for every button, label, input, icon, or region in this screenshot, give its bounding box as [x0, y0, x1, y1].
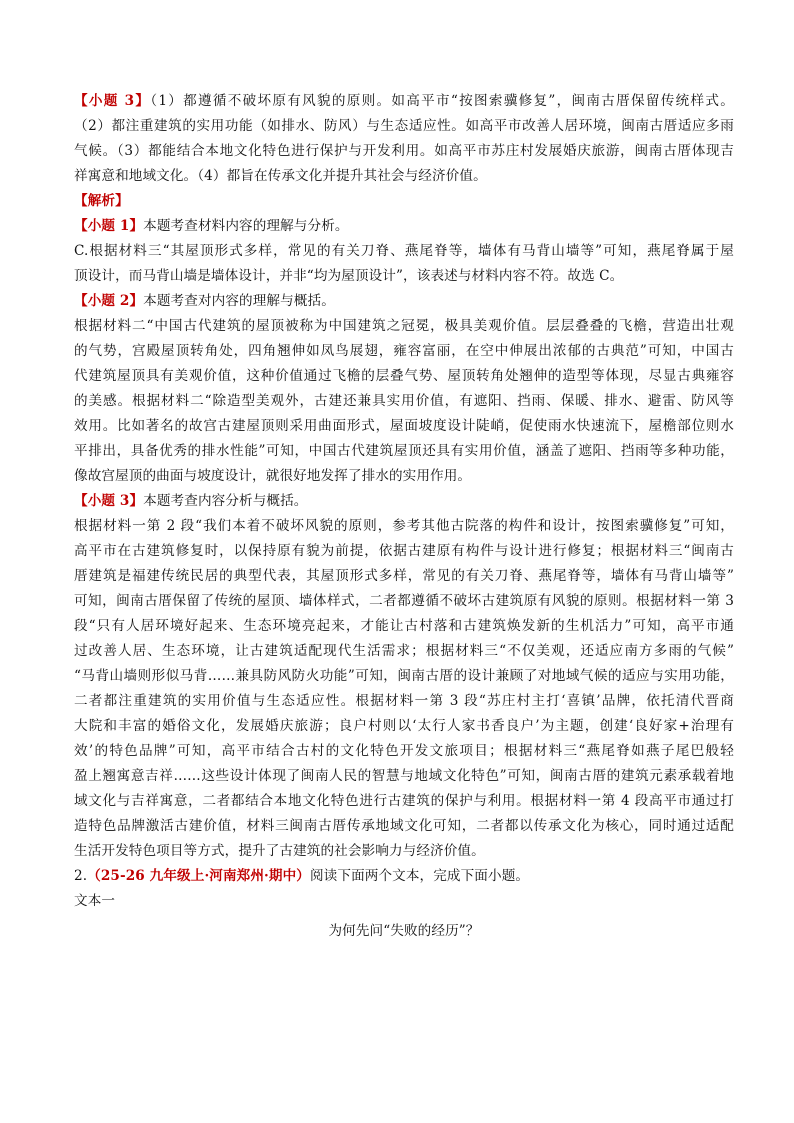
- article-title: 为何先问“失败的经历”？: [328, 923, 480, 939]
- q2-heading: 【小题 2】本题考查对内容的理解与概括。: [74, 293, 335, 309]
- q3-line-9: 大院和丰富的婚俗文化，发展婚庆旅游；良户村则以‘太行人家书香良户’为主题，创建‘良好家+治理有: [74, 718, 734, 734]
- q3-line-5: 段“只有人居环境好起来、生态环境亮起来，才能让古村落和古建筑焕发新的生机活力”可知，高平市通: [74, 618, 734, 634]
- q1-line-1: C.根据材料三“其屋顶形式多样，常见的有关刀脊、燕尾脊等，墙体有马背山墙等”可知，燕尾脊属于屋: [74, 243, 734, 259]
- q3-line-12: 域文化与吉祥寓意，二者都结合本地文化特色进行古建筑的保护与利用。根据材料一第 4 段高平市通过打: [74, 793, 734, 809]
- q3-line-4: 可知，闽南古厝保留了传统的屋顶、墙体样式，二者都遵循不破坏古建筑原有风貌的原则。根据材料一第 3: [74, 593, 734, 609]
- q3-line-2: 高平市在古建筑修复时，以保持原有貌为前提，依据古建原有构件与设计进行修复；根据材料三“闽南古: [74, 543, 734, 559]
- q2-line-4: 的美感。根据材料二“除造型美观外，古建还兼具实用价值，有遮阳、挡雨、保暖、排水、避雷、防风等: [74, 393, 734, 409]
- answer-line-2: （2）都注重建筑的实用功能（如排水、防风）与生态适应性。如高平市改善人居环境，闽南古厝适应多雨: [74, 118, 734, 134]
- q3-heading: 【小题 3】本题考查内容分析与概括。: [74, 493, 308, 509]
- q3-line-7: “马背山墙则形似马背……兼具防风防火功能”可知，闽南古厝的设计兼顾了对地域气候的适应与实用功能，: [74, 668, 734, 684]
- q3-line-11: 盈上翘寓意吉祥……这些设计体现了闽南人民的智慧与地域文化特色”可知，闽南古厝的建筑元素承载着地: [74, 768, 734, 784]
- q3-line-13: 造特色品牌激活古建价值，材料三闽南古厝传承地域文化可知，二者都以传承文化为核心，同时通过适配: [74, 818, 734, 834]
- q2-line-3: 代建筑屋顶具有美观价值，这种价值通过飞檐的层叠气势、屋顶转角处翘伸的造型等体现，尽显古典雍容: [74, 368, 734, 384]
- q3-line-14: 生活开发特色项目等方式，提升了古建筑的社会影响力与经济价值。: [74, 843, 485, 859]
- question-2-heading: 2.（25-26 九年级上·河南郑州·期中）阅读下面两个文本，完成下面小题。: [74, 868, 530, 884]
- q1-heading: 【小题 1】本题考查材料内容的理解与分析。: [74, 218, 349, 234]
- answer-line-3: 气候。（3）都能结合本地文化特色进行保护与开发利用。如高平市苏庄村发展婚庆旅游，闽南古厝体现吉: [74, 143, 734, 159]
- analysis-heading: 【解析】: [74, 193, 129, 209]
- q2-line-5: 效用。比如著名的故宫古建屋顶则采用曲面形式，屋面坡度设计陡峭，促使雨水快速流下，屋檐部位则水: [74, 418, 734, 434]
- q3-line-8: 二者都注重建筑的实用价值与生态适应性。根据材料一第 3 段“苏庄村主打‘喜镇’品牌，依托清代晋商: [74, 693, 734, 709]
- q2-line-7: 像故宫屋顶的曲面与坡度设计，就很好地发挥了排水的实用作用。: [74, 468, 472, 484]
- answer-q3-line-1: 【小题 3】（1）都遵循不破坏原有风貌的原则。如高平市“按图索骥修复”，闽南古厝保留传统样式。: [74, 93, 734, 109]
- q1-line-2: 顶设计，而马背山墙是墙体设计，并非“均为屋顶设计”，该表述与材料内容不符。故选 C。: [74, 268, 624, 284]
- q2-line-1: 根据材料二“中国古代建筑的屋顶被称为中国建筑之冠冕，极具美观价值。层层叠叠的飞檐，营造出壮观: [74, 318, 734, 334]
- text-one-label: 文本一: [74, 893, 116, 909]
- q3-line-3: 厝建筑是福建传统民居的典型代表，其屋顶形式多样，常见的有关刀脊、燕尾脊等，墙体有马背山墙等”: [74, 568, 734, 584]
- q3-line-10: 效’的特色品牌”可知，高平市结合古村的文化特色开发文旅项目；根据材料三“燕尾脊如燕子尾巴般轻: [74, 743, 734, 759]
- q2-line-2: 的气势，宫殿屋顶转角处，四角翘伸如凤鸟展翅，雍容富丽，在空中伸展出浓郁的古典范”可知，中国古: [74, 343, 734, 359]
- q3-line-1: 根据材料一第 2 段“我们本着不破坏风貌的原则，参考其他古院落的构件和设计，按图索骥修复”可知，: [74, 518, 734, 534]
- answer-line-4: 祥寓意和地域文化。（4）都旨在传承文化并提升其社会与经济价值。: [74, 168, 487, 184]
- q3-line-6: 过改善人居、生态环境，让古建筑适配现代生活需求；根据材料三“不仅美观，还适应南方多雨的气候”: [74, 643, 734, 659]
- q2-line-6: 平排出，具备优秀的排水性能”可知，中国古代建筑屋顶还具有实用价值，涵盖了遮阳、挡雨等多种功能，: [74, 443, 734, 459]
